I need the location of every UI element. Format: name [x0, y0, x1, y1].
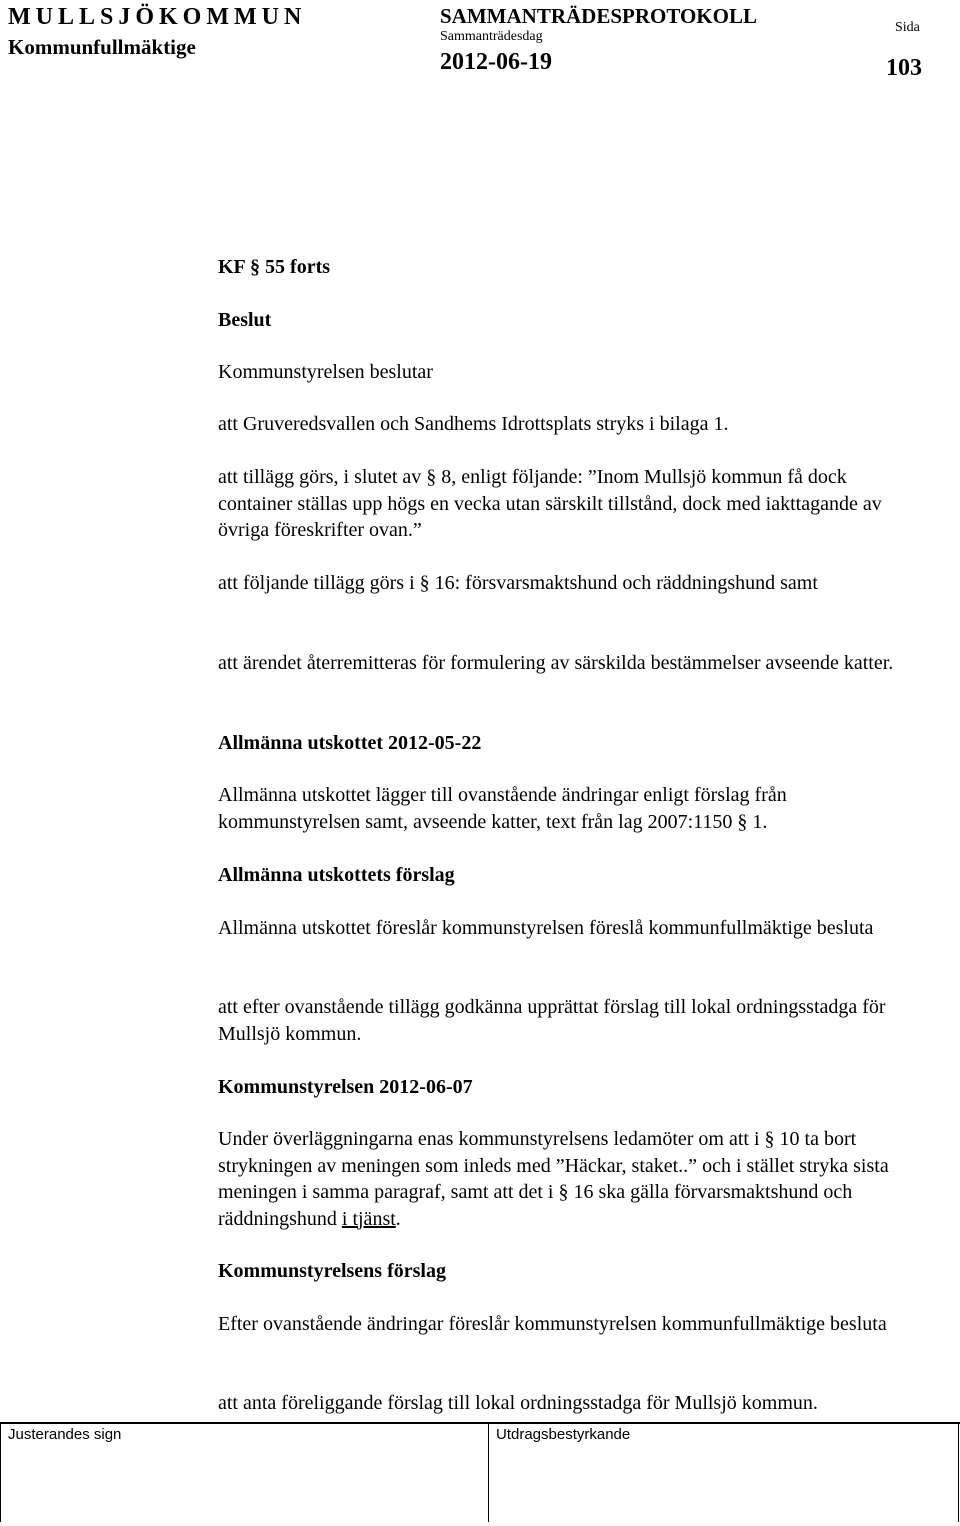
page-number: 103	[886, 55, 922, 81]
ks-text	[218, 1126, 918, 1232]
ks-heading: Kommunstyrelsen 2012-06-07	[218, 1076, 473, 1098]
au-text: Allmänna utskottet lägger till ovanstående ändringar enligt förslag från kommunstyrelsen samt, avseende katter, text från lag 2007:1150 § 1.	[218, 784, 787, 833]
section-title: KF § 55 forts	[218, 256, 331, 278]
beslut-heading: Beslut	[218, 309, 272, 331]
ks-proposal-text: Efter ovanstående ändringar föreslår kommunstyrelsen kommunfullmäktige besluta	[218, 1313, 887, 1335]
au-heading: Allmänna utskottet 2012-05-22	[218, 732, 482, 754]
meeting-date: 2012-06-19	[440, 49, 552, 75]
footer-divider	[0, 1422, 960, 1424]
ks-proposal-att: att anta föreliggande förslag till lokal ordningsstadga för Mullsjö kommun.	[218, 1392, 818, 1414]
au-proposal-text: Allmänna utskottet föreslår kommunstyrelsen föreslå kommunfullmäktige besluta	[218, 917, 874, 939]
meeting-date-label: Sammanträdesdag	[440, 29, 543, 44]
ks-text-main: Under överläggningarna enas kommunstyrelsens ledamöter om att i § 10 ta bort strykningen av meningen som inleds med ”Häckar, staket..” och i stället stryka sista meningen i samma paragraf, samt att det i § 16 ska gälla förvarsmaktshund och räddningshund	[218, 1128, 889, 1230]
sign-label: Justerandes sign	[8, 1426, 122, 1443]
ks-proposal-heading: Kommunstyrelsens förslag	[218, 1260, 446, 1282]
ks-text-end: .	[395, 1207, 401, 1230]
footer-line-left	[0, 1424, 1, 1522]
footer-line-middle	[488, 1424, 489, 1522]
page-label: Sida	[895, 20, 920, 35]
ks-decides: Kommunstyrelsen beslutar	[218, 361, 433, 383]
body-name: Kommunfullmäktige	[8, 35, 196, 59]
protocol-title: SAMMANTRÄDESPROTOKOLL	[440, 4, 757, 28]
decision-4: att ärendet återremitteras för formulering av särskilda bestämmelser avseende katter.	[218, 652, 894, 674]
ks-text-underlined: i tjänst	[341, 1207, 396, 1230]
footer-line-right	[958, 1424, 959, 1522]
au-proposal-att: att efter ovanstående tillägg godkänna upprättat förslag till lokal ordningsstadga för Mullsjö kommun.	[218, 996, 886, 1045]
decision-1: att Gruveredsvallen och Sandhems Idrottsplats stryks i bilaga 1.	[218, 413, 729, 435]
organization-name: MULLSJÖKOMMUN	[8, 4, 307, 30]
au-proposal-heading: Allmänna utskottets förslag	[218, 864, 455, 886]
decision-2: att tillägg görs, i slutet av § 8, enligt följande: ”Inom Mullsjö kommun få dock container ställas upp högs en vecka utan särskilt tillstånd, dock med iakttagande av övriga föreskrifter ovan.”	[218, 466, 882, 541]
decision-3: att följande tillägg görs i § 16: försvarsmaktshund och räddningshund samt	[218, 572, 818, 594]
extract-label: Utdragsbestyrkande	[496, 1426, 631, 1443]
